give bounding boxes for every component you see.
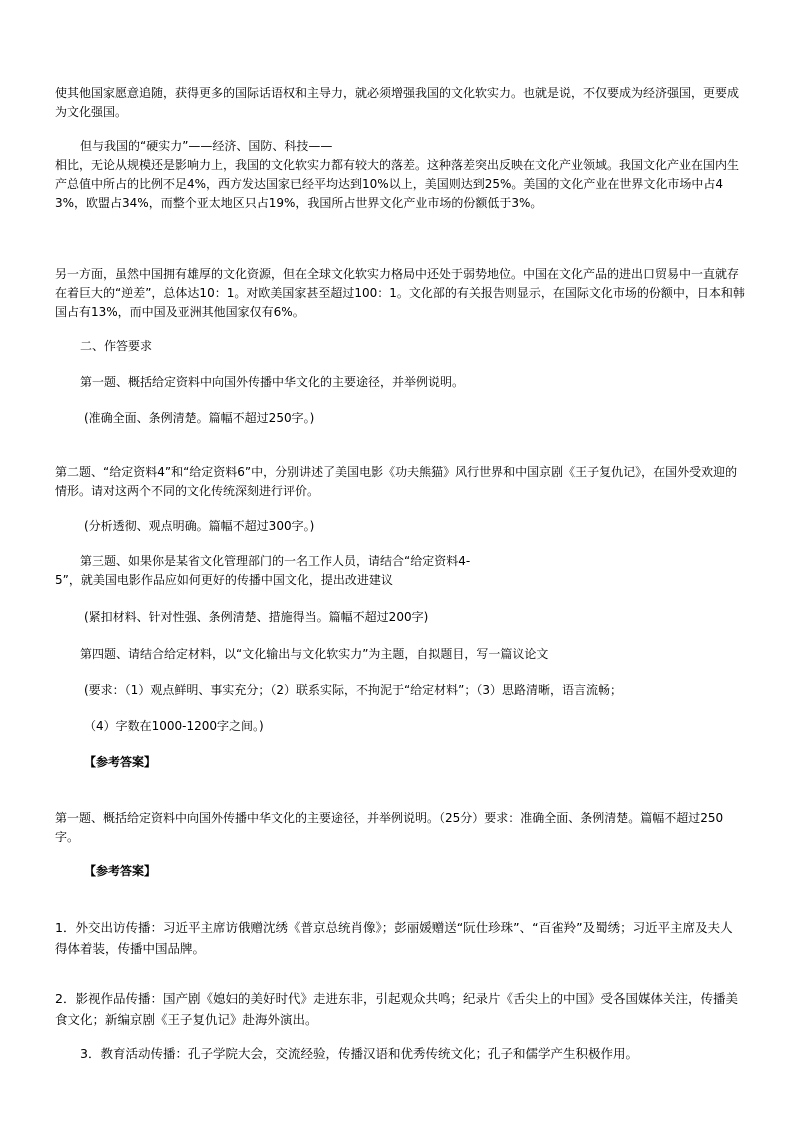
question-4: 第四题、请结合给定材料，以“文化输出与文化软实力”为主题，自拟题目，写一篇议论文 [80, 647, 549, 661]
question-4-requirement-word-count: （4）字数在1000-1200字之间。) [84, 719, 264, 733]
question-4-requirement: (要求：（1）观点鲜明、事实充分；（2）联系实际，不拘泥于“给定材料”；（3）思路清晰，语言流畅； [84, 683, 623, 697]
question-3-continued: 5”，就美国电影作品应如何更好的传播中国文化，提出改进建议 [55, 573, 393, 587]
reference-answer-heading: 【参考答案】 [84, 755, 157, 769]
question-3-requirement: (紧扣材料、针对性强、条例清楚、措施得当。篇幅不超过200字) [84, 610, 429, 624]
paragraph-trade-deficit: 另一方面，虽然中国拥有雄厚的文化资源，但在全球文化软实力格局中还处于弱势地位。中国在文化产品的进出口贸易中一直就存在着巨大的“逆差”，总体达10：1。对欧美国家甚至超过100：1。文化部的有关报告则显示，在国际文化市场的份额中，日本和韩国占有13%，而中国及亚洲其他国家仅有6%。 [55, 267, 745, 319]
question-2: 第二题、“给定资料4”和“给定资料6”中，分别讲述了美国电影《功夫熊猫》风行世界和中国京剧《王子复仇记》，在国外受欢迎的情形。请对这两个不同的文化传统深刻进行评价。 [55, 465, 738, 498]
answer-point-education: 3．教育活动传播：孔子学院大会，交流经验，传播汉语和优秀传统文化；孔子和儒学产生积极作用。 [80, 1046, 638, 1061]
question-2-requirement: (分析透彻、观点明确。篇幅不超过300字。) [84, 519, 315, 533]
section-heading-requirements: 二、作答要求 [80, 339, 153, 353]
question-3: 第三题、如果你是某省文化管理部门的一名工作人员，请结合“给定资料4- [80, 554, 471, 568]
question-1: 第一题、概括给定资料中向国外传播中华文化的主要途径，并举例说明。 [80, 375, 465, 389]
question-1-requirement: (准确全面、条例清楚。篇幅不超过250字。) [84, 411, 315, 425]
paragraph-cultural-industry-gap: 相比，无论从规模还是影响力上，我国的文化软实力都有较大的落差。这种落差突出反映在文化产业领域。我国文化产业在国内生产总值中所占的比例不足4%，西方发达国家已经平均达到10%以上，美国则达到25%。美国的文化产业在世界文化市场中占43%，欧盟占34%，而整个亚太地区只占19%，我国所占世界文化产业市场的份额低于3%。 [55, 158, 740, 210]
reference-answer-heading-2: 【参考答案】 [84, 864, 157, 878]
paragraph-soft-power-intro: 使其他国家愿意追随，获得更多的国际话语权和主导力，就必须增强我国的文化软实力。也就是说，不仅要成为经济强国，更要成为文化强国。 [55, 86, 740, 119]
answer-point-diplomacy: 1．外交出访传播：习近平主席访俄赠沈绣《普京总统肖像》；彭丽媛赠送“阮仕珍珠”、“百雀羚”及蜀绣；习近平主席及夫人得体着装，传播中国品牌。 [55, 920, 733, 956]
answer-question-1-prompt: 第一题、概括给定资料中向国外传播中华文化的主要途径，并举例说明。（25分）要求：准确全面、条例清楚。篇幅不超过250字。 [55, 811, 724, 844]
answer-point-film-tv: 2．影视作品传播：国产剧《媳妇的美好时代》走进东非，引起观众共鸣；纪录片《舌尖上的中国》受各国媒体关注，传播美食文化；新编京剧《王子复仇记》赴海外演出。 [55, 991, 738, 1027]
paragraph-hard-power: 但与我国的“硬实力”——经济、国防、科技—— [80, 139, 333, 153]
